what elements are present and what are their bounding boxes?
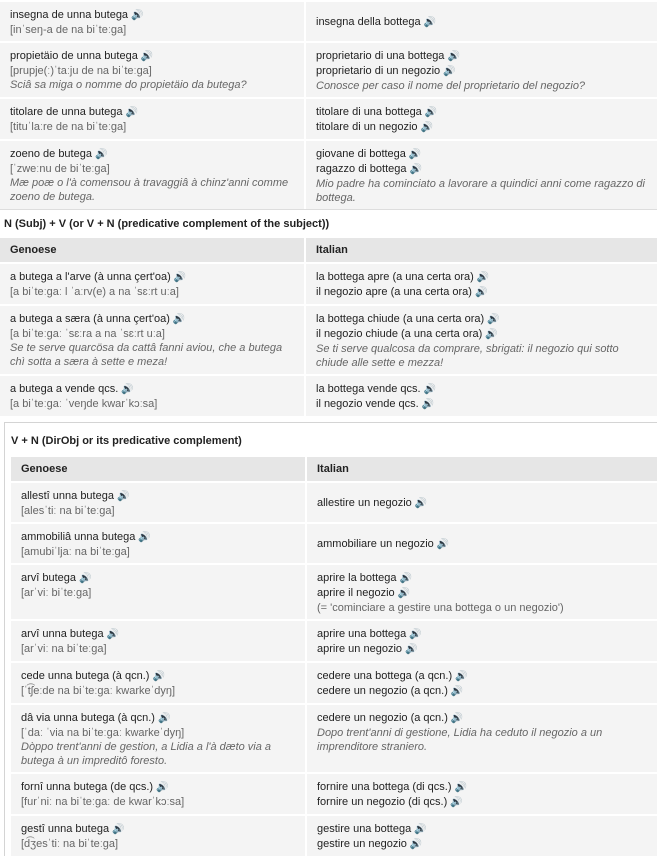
speaker-icon[interactable]: 🔊 bbox=[121, 384, 134, 395]
column-header-italian: Italian bbox=[306, 457, 657, 482]
genoese-cell bbox=[11, 704, 306, 773]
italian-cell bbox=[305, 375, 657, 416]
example-translation: Se ti serve qualcosa da comprare, sbrigati: il negozio qui sotto chiude alle sette e mezza! bbox=[316, 343, 619, 369]
speaker-icon[interactable]: 🔊 bbox=[424, 107, 438, 118]
italian-cell bbox=[305, 42, 657, 98]
table-row bbox=[11, 662, 657, 704]
genoese-term: gestî unna butega bbox=[21, 823, 110, 835]
genoese-cell bbox=[11, 773, 306, 815]
speaker-icon[interactable]: 🔊 bbox=[156, 782, 169, 793]
speaker-icon[interactable]: 🔊 bbox=[436, 539, 450, 550]
genoese-term-line bbox=[21, 669, 295, 684]
italian-term: allestire un negozio bbox=[317, 497, 412, 509]
speaker-icon[interactable]: 🔊 bbox=[450, 686, 464, 697]
genoese-term: dâ via unna butega (à qcn.) bbox=[21, 712, 155, 724]
italian-term: aprire una bottega bbox=[317, 628, 407, 640]
speaker-icon[interactable]: 🔊 bbox=[447, 51, 460, 62]
speaker-icon[interactable]: 🔊 bbox=[125, 107, 138, 118]
genoese-term: allestî unna butega bbox=[21, 490, 114, 502]
speaker-icon[interactable]: 🔊 bbox=[414, 498, 428, 509]
italian-term: titolare di una bottega bbox=[316, 106, 422, 118]
italian-term-line bbox=[316, 120, 647, 135]
genoese-cell bbox=[11, 523, 306, 564]
speaker-icon[interactable]: 🔊 bbox=[450, 797, 463, 808]
speaker-icon[interactable]: 🔊 bbox=[421, 399, 435, 410]
italian-cell bbox=[305, 98, 657, 140]
speaker-icon[interactable]: 🔊 bbox=[106, 629, 120, 640]
italian-term: titolare di un negozio bbox=[316, 121, 418, 133]
genoese-cell bbox=[11, 564, 306, 620]
genoese-term-line bbox=[21, 780, 295, 795]
genoese-term-line bbox=[10, 8, 294, 23]
genoese-term-line bbox=[10, 382, 294, 397]
speaker-icon[interactable]: 🔊 bbox=[94, 149, 108, 160]
phonetic-transcription: [furˈniː na biˈteːgaː de kwarˈkɔːsa] bbox=[21, 796, 185, 808]
italian-term-line bbox=[317, 537, 647, 552]
italian-term: cedere un negozio (a qcn.) bbox=[317, 685, 448, 697]
italian-term-line bbox=[316, 285, 647, 300]
genoese-term-line bbox=[10, 49, 294, 64]
table-row bbox=[0, 1, 657, 42]
genoese-term: a butega a l'arve (à unna çert'oa) bbox=[10, 271, 171, 283]
speaker-icon[interactable]: 🔊 bbox=[152, 671, 165, 682]
table-row bbox=[0, 140, 657, 209]
genoese-term: cede unna butega (à qcn.) bbox=[21, 670, 150, 682]
genoese-cell bbox=[0, 263, 305, 305]
genoese-term: titolare de unna butega bbox=[10, 106, 123, 118]
italian-term: ammobiliare un negozio bbox=[317, 538, 434, 550]
collocations-table-verb-dirobj bbox=[11, 457, 657, 856]
genoese-term-line bbox=[21, 822, 295, 837]
italian-term: aprire il negozio bbox=[317, 587, 395, 599]
genoese-term: zoeno de butega bbox=[10, 148, 92, 160]
example-sentence: Dòppo trent'anni de gestion, a Lidia a l'à dæto via a butega à un impreditô foresto. bbox=[21, 741, 272, 767]
italian-term-line bbox=[317, 669, 647, 684]
italian-term-line bbox=[316, 162, 647, 177]
example-sentence: Mæ poæ o l'à comensou à travaggiâ à chinz'anni comme zoeno de butega. bbox=[10, 177, 289, 203]
genoese-term: fornî unna butega (de qcs.) bbox=[21, 781, 154, 793]
italian-term-line bbox=[317, 822, 647, 837]
italian-term: gestire un negozio bbox=[317, 838, 407, 850]
table-row bbox=[11, 620, 657, 662]
italian-cell bbox=[306, 704, 657, 773]
genoese-term-line bbox=[10, 105, 294, 120]
genoese-cell bbox=[0, 1, 305, 42]
table-row bbox=[11, 773, 657, 815]
example-translation: Conosce per caso il nome del proprietario del negozio? bbox=[316, 80, 586, 92]
phonetic-transcription: [ˈzweːnu de biˈteːga] bbox=[10, 163, 110, 175]
genoese-term-line bbox=[10, 312, 294, 327]
table-row bbox=[0, 375, 657, 416]
italian-term-line bbox=[317, 795, 647, 810]
table-row bbox=[11, 815, 657, 856]
speaker-icon[interactable]: 🔊 bbox=[487, 314, 500, 325]
italian-term: il negozio chiude (a una certa ora) bbox=[316, 328, 483, 340]
speaker-icon[interactable]: 🔊 bbox=[423, 17, 437, 28]
italian-term: giovane di bottega bbox=[316, 148, 406, 160]
genoese-term: a butega a vende qcs. bbox=[10, 383, 119, 395]
column-header-genoese: Genoese bbox=[0, 238, 305, 263]
italian-cell bbox=[306, 815, 657, 856]
italian-term-line bbox=[317, 496, 647, 511]
table-row bbox=[0, 305, 657, 375]
italian-term: fornire una bottega (di qcs.) bbox=[317, 781, 452, 793]
phonetic-transcription: [arˈviː biˈteːga] bbox=[21, 587, 92, 599]
speaker-icon[interactable]: 🔊 bbox=[408, 149, 422, 160]
section-verb-dirobj bbox=[4, 422, 657, 856]
example-sentence: Se te serve quarcösa da cattâ fanni aviou, che a butega chì sotta a særa à sette e meza! bbox=[10, 342, 283, 368]
speaker-icon[interactable]: 🔊 bbox=[409, 164, 422, 175]
italian-term-line bbox=[317, 711, 647, 726]
speaker-icon[interactable]: 🔊 bbox=[399, 573, 412, 584]
italian-term-line bbox=[316, 147, 647, 162]
italian-term: fornire un negozio (di qcs.) bbox=[317, 796, 448, 808]
column-header-italian: Italian bbox=[305, 238, 657, 263]
section-subject-verb bbox=[0, 209, 657, 416]
italian-term: proprietario di un negozio bbox=[316, 65, 441, 77]
speaker-icon[interactable]: 🔊 bbox=[140, 51, 154, 62]
italian-term-line bbox=[316, 15, 647, 30]
genoese-term-line bbox=[21, 530, 295, 545]
italian-cell bbox=[306, 662, 657, 704]
example-translation: Mio padre ha cominciato a lavorare a quindici anni come ragazzo di bottega. bbox=[316, 178, 645, 204]
italian-term-line bbox=[316, 64, 647, 79]
speaker-icon[interactable]: 🔊 bbox=[138, 532, 151, 543]
collocations-table-subject-verb bbox=[0, 238, 657, 416]
table-row bbox=[11, 704, 657, 773]
speaker-icon[interactable]: 🔊 bbox=[423, 384, 437, 395]
italian-term-line bbox=[317, 837, 647, 852]
speaker-icon[interactable]: 🔊 bbox=[420, 122, 433, 133]
italian-term-line bbox=[317, 780, 647, 795]
italian-cell bbox=[305, 140, 657, 209]
italian-term: aprire un negozio bbox=[317, 643, 403, 655]
genoese-term-line bbox=[21, 711, 295, 726]
genoese-cell bbox=[11, 620, 306, 662]
genoese-term: arvî butega bbox=[21, 572, 77, 584]
genoese-cell bbox=[0, 375, 305, 416]
italian-cell bbox=[306, 620, 657, 662]
speaker-icon[interactable]: 🔊 bbox=[173, 272, 187, 283]
italian-note: (= 'cominciare a gestire una bottega o un negozio') bbox=[317, 602, 564, 614]
example-sentence: Sciâ sa miga o nomme do propietäio da butega? bbox=[10, 79, 247, 91]
italian-term: cedere una bottega (a qcn.) bbox=[317, 670, 453, 682]
phonetic-transcription: [ˈdaː ˈvia na biˈteːgaː kwarkeˈdyŋ] bbox=[21, 727, 185, 739]
italian-term: ragazzo di bottega bbox=[316, 163, 407, 175]
phonetic-transcription: [a biˈteːgaː ˈsɛːra a na ˈsɛːrt uːa] bbox=[10, 328, 165, 340]
italian-cell bbox=[305, 305, 657, 375]
italian-term-line bbox=[316, 270, 647, 285]
italian-term: la bottega apre (a una certa ora) bbox=[316, 271, 474, 283]
genoese-term-line bbox=[21, 571, 295, 586]
italian-cell bbox=[306, 773, 657, 815]
italian-term-line bbox=[316, 382, 647, 397]
phonetic-transcription: [arˈviː na biˈteːga] bbox=[21, 643, 107, 655]
speaker-icon[interactable]: 🔊 bbox=[405, 644, 418, 655]
table-row bbox=[11, 482, 657, 523]
italian-term-line bbox=[316, 397, 647, 412]
italian-term: il negozio vende qcs. bbox=[316, 398, 419, 410]
speaker-icon[interactable]: 🔊 bbox=[474, 287, 488, 298]
italian-term-line bbox=[317, 642, 647, 657]
speaker-icon[interactable]: 🔊 bbox=[79, 573, 92, 584]
speaker-icon[interactable]: 🔊 bbox=[409, 839, 423, 850]
table-row bbox=[11, 564, 657, 620]
phonetic-transcription: [alesˈtiː na biˈteːga] bbox=[21, 505, 115, 517]
italian-cell bbox=[306, 564, 657, 620]
genoese-term-line bbox=[10, 270, 294, 285]
italian-term: aprire la bottega bbox=[317, 572, 397, 584]
italian-term-line bbox=[317, 586, 647, 601]
speaker-icon[interactable]: 🔊 bbox=[454, 782, 467, 793]
genoese-cell bbox=[11, 662, 306, 704]
speaker-icon[interactable]: 🔊 bbox=[397, 588, 411, 599]
italian-term-line bbox=[316, 105, 647, 120]
genoese-cell bbox=[11, 815, 306, 856]
italian-cell bbox=[305, 263, 657, 305]
genoese-term-line bbox=[21, 627, 295, 642]
genoese-term: insegna de unna butega bbox=[10, 9, 129, 21]
genoese-cell bbox=[0, 305, 305, 375]
italian-term: il negozio apre (a una certa ora) bbox=[316, 286, 472, 298]
italian-term-line bbox=[317, 627, 647, 642]
speaker-icon[interactable]: 🔊 bbox=[172, 314, 186, 325]
phonetic-transcription: [ˈt͡ʃeːde na biˈteːgaː kwarkeˈdyŋ] bbox=[21, 685, 176, 697]
italian-term: cedere un negozio (a qcn.) bbox=[317, 712, 448, 724]
italian-term: la bottega vende qcs. bbox=[316, 383, 421, 395]
table-row bbox=[0, 42, 657, 98]
table-header-row bbox=[11, 457, 657, 482]
genoese-term: arvî unna butega bbox=[21, 628, 104, 640]
phonetic-transcription: [d͡ʒesˈtiː na biˈteːga] bbox=[21, 838, 119, 850]
genoese-term: a butega a særa (à unna çert'oa) bbox=[10, 313, 170, 325]
column-header-genoese: Genoese bbox=[11, 457, 306, 482]
table-row bbox=[11, 523, 657, 564]
section-title: N (Subj) + V (or V + N (predicative complement of the subject)) bbox=[4, 218, 330, 230]
italian-term: la bottega chiude (a una certa ora) bbox=[316, 313, 485, 325]
italian-cell bbox=[306, 523, 657, 564]
phonetic-transcription: [a biˈteːgaː ˈveŋde kwarˈkɔːsa] bbox=[10, 398, 158, 410]
italian-cell bbox=[305, 1, 657, 42]
table-row bbox=[0, 98, 657, 140]
speaker-icon[interactable]: 🔊 bbox=[485, 329, 498, 340]
italian-term-line bbox=[317, 571, 647, 586]
section-title: V + N (DirObj or its predicative complement) bbox=[11, 435, 242, 447]
speaker-icon[interactable]: 🔊 bbox=[414, 824, 427, 835]
italian-term: insegna della bottega bbox=[316, 16, 421, 28]
genoese-term: ammobiliâ unna butega bbox=[21, 531, 136, 543]
speaker-icon[interactable]: 🔊 bbox=[443, 66, 456, 77]
phonetic-transcription: [inˈseŋ-a de na biˈteːga] bbox=[10, 24, 127, 36]
speaker-icon[interactable]: 🔊 bbox=[157, 713, 171, 724]
phonetic-transcription: [prupje(ː)ˈtaːju de na biˈteːga] bbox=[10, 65, 152, 77]
italian-cell bbox=[306, 482, 657, 523]
speaker-icon[interactable]: 🔊 bbox=[476, 272, 490, 283]
genoese-cell bbox=[11, 482, 306, 523]
speaker-icon[interactable]: 🔊 bbox=[450, 713, 464, 724]
italian-term-line bbox=[316, 49, 647, 64]
genoese-cell bbox=[0, 140, 305, 209]
italian-term: proprietario di una bottega bbox=[316, 50, 445, 62]
speaker-icon[interactable]: 🔊 bbox=[116, 491, 130, 502]
table-row bbox=[0, 263, 657, 305]
table-header-row bbox=[0, 238, 657, 263]
genoese-term: propietäio de unna butega bbox=[10, 50, 138, 62]
example-translation: Dopo trent'anni di gestione, Lidia ha ceduto il negozio a un imprenditore straniero. bbox=[317, 727, 603, 753]
phonetic-transcription: [amubiˈljaː na biˈteːga] bbox=[21, 546, 130, 558]
collocations-table-top bbox=[0, 0, 657, 209]
phonetic-transcription: [tituˈlaːre de na biˈteːga] bbox=[10, 121, 127, 133]
speaker-icon[interactable]: 🔊 bbox=[112, 824, 125, 835]
italian-term-line bbox=[316, 327, 647, 342]
speaker-icon[interactable]: 🔊 bbox=[131, 10, 144, 21]
italian-term-line bbox=[316, 312, 647, 327]
speaker-icon[interactable]: 🔊 bbox=[455, 671, 468, 682]
speaker-icon[interactable]: 🔊 bbox=[409, 629, 422, 640]
italian-term-line bbox=[317, 684, 647, 699]
genoese-cell bbox=[0, 42, 305, 98]
italian-term: gestire una bottega bbox=[317, 823, 412, 835]
genoese-term-line bbox=[10, 147, 294, 162]
phonetic-transcription: [a biˈteːgaː l ˈaːrv(e) a na ˈsɛːrt uːa] bbox=[10, 286, 179, 298]
genoese-cell bbox=[0, 98, 305, 140]
genoese-term-line bbox=[21, 489, 295, 504]
